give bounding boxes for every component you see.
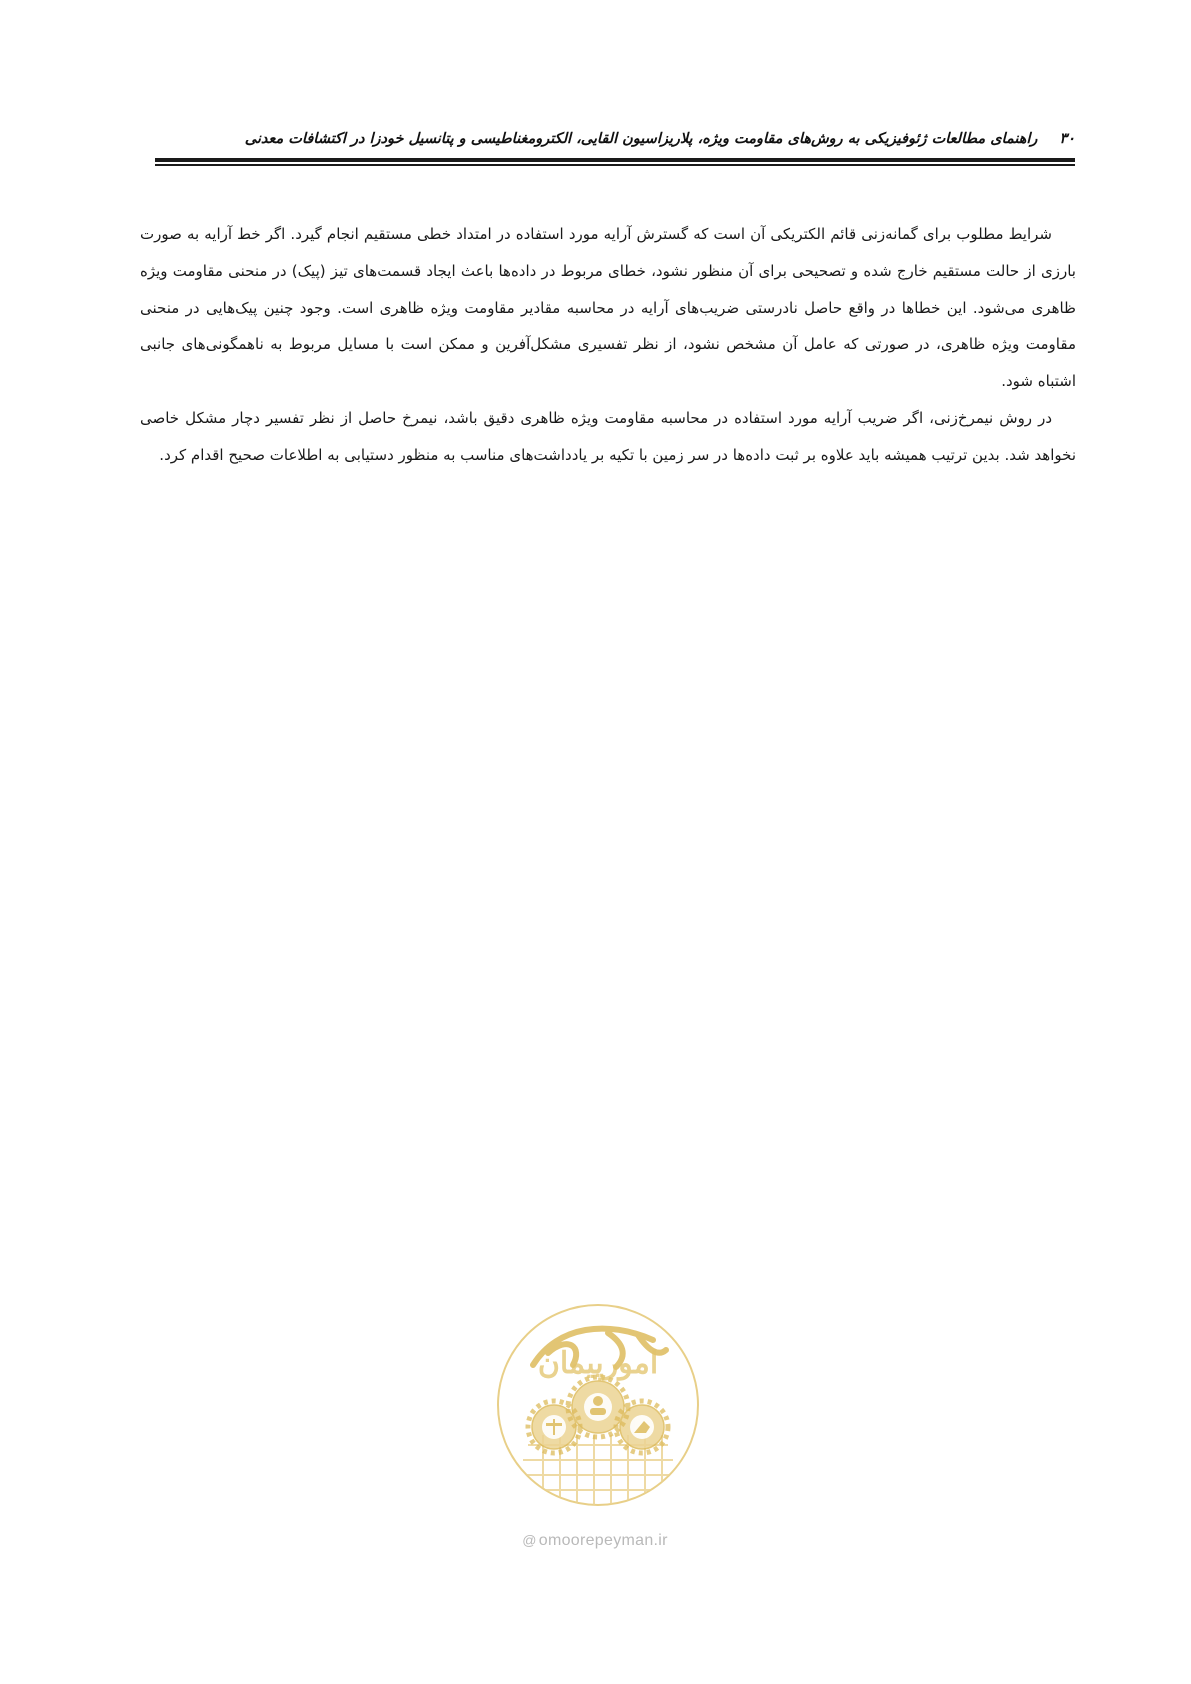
paragraph: شرایط مطلوب برای گمانه‌زنی قائم الکتریکی آن است که گسترش آرایه مورد استفاده در امتداد خطی مستقیم انجام گیرد. اگر خط آرایه به صورت بارزی از حالت مستقیم خارج شده و تصحیحی برای آن منظور نشود، خطای مربوط در داده‌ها باعث ایجاد قسمت‌های تیز (پیک) در منحنی مقاومت ویژه ظاهری می‌شود. این خطاها در واقع حاصل نادرستی ضریب‌های آرایه در محاسبه مقادیر مقاومت ویژه ظاهری است. وجود چنین پیک‌هایی در منحنی مقاومت ویژه ظاهری، در صورتی که عامل آن مشخص نشود، از نظر تفسیری مشکل‌آفرین و ممکن است با مسایل مربوط به ناهمگونی‌های جانبی اشتباه شود. bbox=[140, 225, 1076, 390]
body-text bbox=[140, 216, 1076, 473]
header-rule-thick bbox=[155, 158, 1075, 162]
watermark-logo bbox=[488, 1295, 708, 1515]
watermark-logo-text: امورپیمان bbox=[537, 1346, 659, 1381]
page-number: ۳۰ bbox=[1059, 130, 1075, 147]
running-header bbox=[155, 128, 1075, 172]
header-text bbox=[155, 128, 1075, 150]
paragraph: در روش نیمرخ‌زنی، اگر ضریب آرایه مورد استفاده در محاسبه مقاومت ویژه ظاهری دقیق باشد، نیمرخ حاصل از نظر تفسیر دچار مشکل خاصی نخواهد شد. بدین ترتیب همیشه باید علاوه بر ثبت داده‌ها در سر زمین با تکیه بر یادداشت‌های مناسب به منظور دستیابی به اطلاعات صحیح اقدام کرد. bbox=[140, 408, 1076, 464]
watermark-site-text: omoorepeyman.ir bbox=[538, 1532, 668, 1549]
watermark-site bbox=[470, 1532, 720, 1550]
at-icon: @ bbox=[522, 1532, 537, 1548]
header-rule-thin bbox=[155, 164, 1075, 166]
running-title: راهنمای مطالعات ژئوفیزیکی به روش‌های مقاومت ویژه، پلاریزاسیون القایی، الکترومغناطیسی و پتانسیل خودزا در اکتشافات معدنی bbox=[244, 130, 1038, 147]
